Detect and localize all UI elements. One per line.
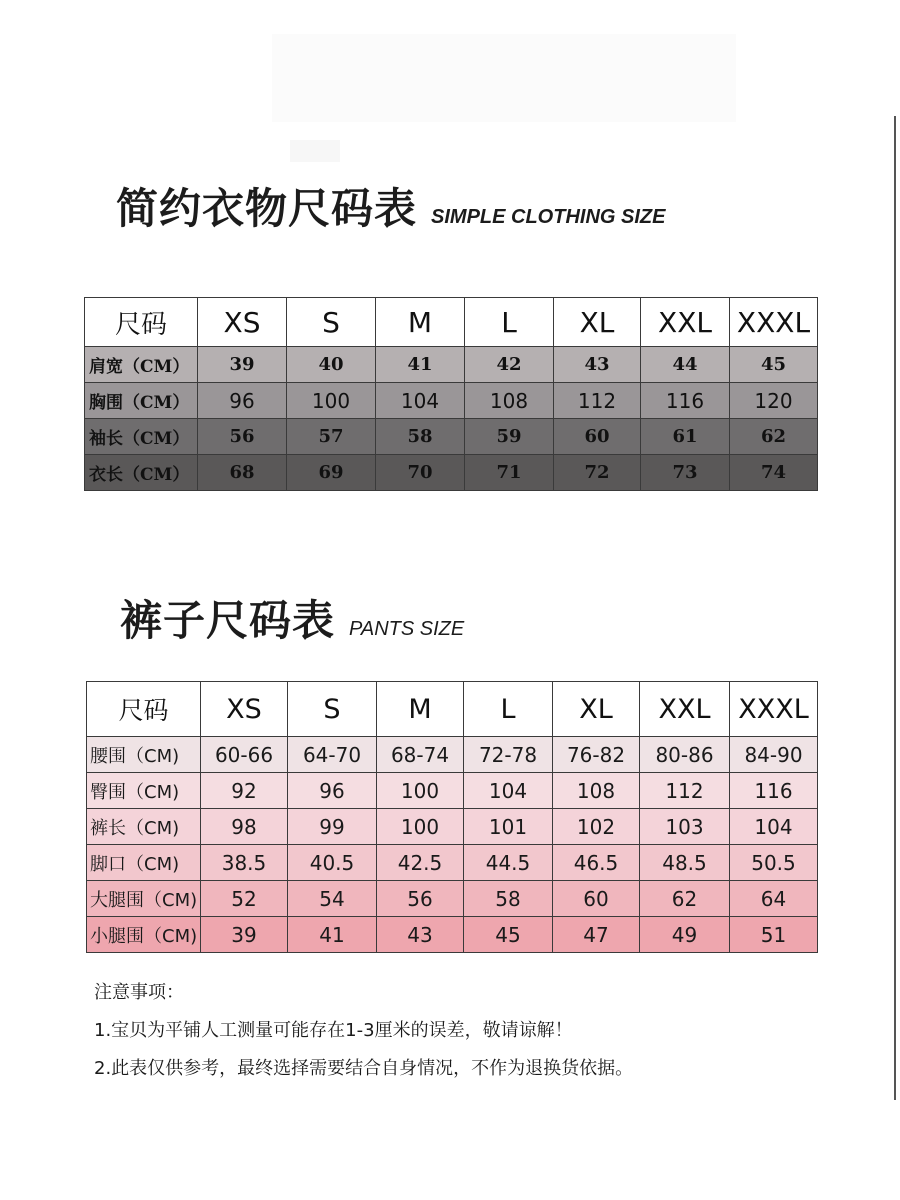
measure-value: 45	[730, 347, 818, 383]
measure-value: 100	[287, 383, 376, 419]
measure-value: 72-78	[464, 737, 553, 773]
measure-value: 64-70	[288, 737, 377, 773]
measure-value: 99	[288, 809, 377, 845]
measure-value: 116	[730, 773, 818, 809]
measure-value: 62	[640, 881, 730, 917]
faint-background-box	[290, 140, 340, 162]
size-header-cell: M	[377, 682, 464, 737]
measure-value: 100	[377, 809, 464, 845]
measure-value: 43	[377, 917, 464, 953]
measure-value: 62	[730, 419, 818, 455]
pants-measure-row	[87, 737, 818, 773]
faint-background-strip	[272, 34, 736, 122]
measure-value: 112	[554, 383, 641, 419]
measure-value: 100	[377, 773, 464, 809]
measure-value: 98	[201, 809, 288, 845]
size-header-cell: XS	[198, 298, 287, 347]
measure-value: 108	[553, 773, 640, 809]
measure-label: 胸围（CM）	[85, 383, 198, 419]
clothing-measure-row	[85, 419, 818, 455]
measure-value: 46.5	[553, 845, 640, 881]
measure-label: 臀围（CM)	[87, 773, 201, 809]
measure-value: 42.5	[377, 845, 464, 881]
measure-value: 74	[730, 455, 818, 491]
pants-measure-row	[87, 917, 818, 953]
size-header-cell: L	[465, 298, 554, 347]
clothing-size-table	[84, 297, 818, 491]
measure-value: 39	[201, 917, 288, 953]
measure-value: 112	[640, 773, 730, 809]
measure-value: 40	[287, 347, 376, 383]
clothing-title-en: SIMPLE CLOTHING SIZE	[431, 206, 666, 228]
size-header-cell: S	[288, 682, 377, 737]
clothing-measure-row	[85, 383, 818, 419]
measure-label: 裤长（CM)	[87, 809, 201, 845]
measure-value: 58	[464, 881, 553, 917]
clothing-measure-row	[85, 455, 818, 491]
measure-label: 大腿围（CM)	[87, 881, 201, 917]
size-header-cell: XXL	[641, 298, 730, 347]
measure-value: 92	[201, 773, 288, 809]
measure-value: 56	[198, 419, 287, 455]
size-header-cell: XL	[553, 682, 640, 737]
measure-value: 38.5	[201, 845, 288, 881]
size-header-cell: XL	[554, 298, 641, 347]
measure-value: 39	[198, 347, 287, 383]
note-item-2: 2.此表仅供参考，最终选择需要结合自身情况，不作为退换货依据。	[94, 1058, 634, 1079]
size-header-label: 尺码	[87, 682, 201, 737]
size-header-cell: XXL	[640, 682, 730, 737]
pants-measure-row	[87, 845, 818, 881]
clothing-size-title	[116, 176, 665, 236]
measure-value: 68-74	[377, 737, 464, 773]
pants-size-title	[120, 588, 464, 648]
pants-measure-row	[87, 773, 818, 809]
pants-measure-row	[87, 881, 818, 917]
measure-value: 60	[554, 419, 641, 455]
pants-size-table	[86, 681, 818, 953]
measure-value: 54	[288, 881, 377, 917]
measure-value: 40.5	[288, 845, 377, 881]
clothing-header-row	[85, 298, 818, 347]
size-header-label: 尺码	[85, 298, 198, 347]
measure-value: 72	[554, 455, 641, 491]
measure-value: 103	[640, 809, 730, 845]
measure-value: 44	[641, 347, 730, 383]
measure-value: 104	[376, 383, 465, 419]
measure-value: 116	[641, 383, 730, 419]
measure-value: 41	[288, 917, 377, 953]
measure-value: 59	[465, 419, 554, 455]
measure-label: 袖长（CM）	[85, 419, 198, 455]
measure-value: 44.5	[464, 845, 553, 881]
measure-value: 108	[465, 383, 554, 419]
measure-value: 51	[730, 917, 818, 953]
measure-value: 52	[201, 881, 288, 917]
size-header-cell: S	[287, 298, 376, 347]
measure-value: 56	[377, 881, 464, 917]
notes-section	[94, 974, 854, 1088]
measure-value: 96	[198, 383, 287, 419]
measure-value: 60	[553, 881, 640, 917]
measure-label: 腰围（CM)	[87, 737, 201, 773]
measure-value: 45	[464, 917, 553, 953]
measure-value: 43	[554, 347, 641, 383]
measure-value: 73	[641, 455, 730, 491]
measure-value: 76-82	[553, 737, 640, 773]
size-header-cell: XS	[201, 682, 288, 737]
measure-value: 70	[376, 455, 465, 491]
clothing-title-zh: 简约衣物尺码表	[116, 184, 418, 233]
measure-value: 102	[553, 809, 640, 845]
measure-label: 脚口（CM)	[87, 845, 201, 881]
measure-value: 104	[464, 773, 553, 809]
measure-value: 58	[376, 419, 465, 455]
measure-value: 41	[376, 347, 465, 383]
measure-value: 50.5	[730, 845, 818, 881]
measure-value: 68	[198, 455, 287, 491]
measure-value: 60-66	[201, 737, 288, 773]
pants-title-en: PANTS SIZE	[349, 618, 465, 640]
notes-heading: 注意事项：	[94, 982, 184, 1003]
measure-value: 96	[288, 773, 377, 809]
measure-value: 71	[465, 455, 554, 491]
measure-value: 104	[730, 809, 818, 845]
size-header-cell: XXXL	[730, 298, 818, 347]
measure-value: 48.5	[640, 845, 730, 881]
measure-label: 小腿围（CM)	[87, 917, 201, 953]
measure-value: 61	[641, 419, 730, 455]
measure-label: 肩宽（CM）	[85, 347, 198, 383]
pants-title-zh: 裤子尺码表	[120, 596, 336, 645]
measure-value: 47	[553, 917, 640, 953]
measure-value: 101	[464, 809, 553, 845]
measure-value: 69	[287, 455, 376, 491]
size-header-cell: XXXL	[730, 682, 818, 737]
measure-value: 57	[287, 419, 376, 455]
size-header-cell: L	[464, 682, 553, 737]
measure-value: 84-90	[730, 737, 818, 773]
pants-header-row	[87, 682, 818, 737]
measure-value: 49	[640, 917, 730, 953]
measure-label: 衣长（CM）	[85, 455, 198, 491]
right-divider-line	[894, 116, 896, 1100]
measure-value: 80-86	[640, 737, 730, 773]
measure-value: 64	[730, 881, 818, 917]
measure-value: 120	[730, 383, 818, 419]
size-header-cell: M	[376, 298, 465, 347]
note-item-1: 1.宝贝为平铺人工测量可能存在1-3厘米的误差，敬请谅解！	[94, 1020, 573, 1041]
pants-measure-row	[87, 809, 818, 845]
clothing-measure-row	[85, 347, 818, 383]
measure-value: 42	[465, 347, 554, 383]
